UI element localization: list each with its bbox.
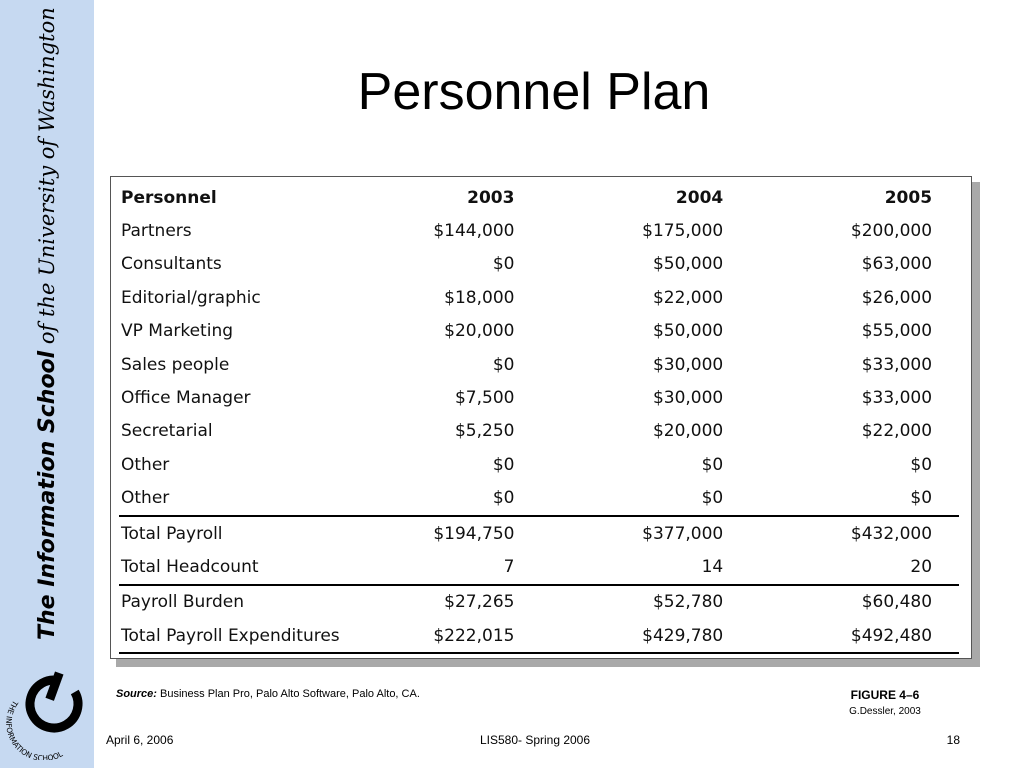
row-label: Total Payroll Expenditures <box>119 619 419 653</box>
source-note <box>116 688 420 700</box>
cell-2003: $0 <box>492 254 515 275</box>
cell-2005: $60,480 <box>725 585 934 619</box>
footer-date: April 6, 2006 <box>106 733 174 747</box>
row-label: Total Payroll <box>119 516 419 550</box>
table-row <box>119 516 959 550</box>
cell-2005: $432,000 <box>725 516 934 550</box>
footer-course: LIS580- Spring 2006 <box>479 733 591 747</box>
table-row <box>119 550 959 584</box>
cell-2004: $377,000 <box>516 516 725 550</box>
personnel-table <box>119 181 959 654</box>
row-label: VP Marketing <box>121 321 234 342</box>
table-row <box>119 248 959 281</box>
table-header-row <box>119 181 959 214</box>
header-2003: 2003 <box>467 187 515 208</box>
figure-credit: G.Dessler, 2003 <box>849 706 921 717</box>
cell-2005: $55,000 <box>861 321 933 342</box>
cell-2004: $30,000 <box>652 354 724 375</box>
row-label: Office Manager <box>121 388 251 409</box>
table-row <box>119 585 959 619</box>
table-row <box>119 415 959 448</box>
row-label: Total Headcount <box>121 556 259 577</box>
cell-2003: 7 <box>503 556 515 577</box>
school-title <box>25 7 69 640</box>
cell-2005: $0 <box>910 488 933 509</box>
table-row <box>119 214 959 247</box>
cell-2005: $26,000 <box>861 287 933 308</box>
cell-2004: $20,000 <box>652 421 724 442</box>
cell-2003: $194,750 <box>419 516 516 550</box>
header-personnel: Personnel <box>121 187 217 208</box>
cell-2003: $0 <box>492 454 515 475</box>
cell-2004: $30,000 <box>652 388 724 409</box>
cell-2003: $0 <box>492 488 515 509</box>
cell-2004: $50,000 <box>652 321 724 342</box>
ischool-logo <box>2 660 92 760</box>
table-row <box>119 315 959 348</box>
cell-2005: 20 <box>910 556 933 577</box>
row-label: Other <box>121 488 170 509</box>
cell-2004: $22,000 <box>652 287 724 308</box>
row-label: Partners <box>121 221 192 242</box>
table-row <box>119 448 959 481</box>
cell-2003: $7,500 <box>454 388 515 409</box>
row-label: Consultants <box>121 254 222 275</box>
cell-2004: $175,000 <box>642 221 724 242</box>
table-row <box>119 482 959 516</box>
table-row <box>119 619 959 653</box>
cell-2005: $0 <box>910 454 933 475</box>
logo-text: THE INFORMATION SCHOOL <box>4 698 65 760</box>
table-row <box>119 381 959 414</box>
cell-2003: $27,265 <box>419 585 516 619</box>
cell-2005: $492,480 <box>725 619 934 653</box>
cell-2003: $5,250 <box>454 421 515 442</box>
cell-2003: $0 <box>492 354 515 375</box>
cell-2003: $144,000 <box>433 221 515 242</box>
personnel-table-figure <box>110 176 972 659</box>
page-title: Personnel Plan <box>357 63 711 121</box>
cell-2004: $52,780 <box>516 585 725 619</box>
header-2004: 2004 <box>675 187 724 208</box>
cell-2003: $18,000 <box>444 287 515 308</box>
cell-2005: $200,000 <box>850 221 933 242</box>
source-label: Source: <box>116 688 157 700</box>
cell-2003: $222,015 <box>419 619 516 653</box>
cell-2005: $22,000 <box>861 421 933 442</box>
footer-page-number: 18 <box>946 733 960 747</box>
figure-label: FIGURE 4–6 <box>850 688 920 702</box>
cell-2004: $50,000 <box>652 254 724 275</box>
table-row <box>119 281 959 314</box>
row-label: Payroll Burden <box>119 585 419 619</box>
row-label: Editorial/graphic <box>121 287 261 308</box>
cell-2005: $33,000 <box>861 388 933 409</box>
school-title-rest: of the University of Washington <box>35 7 59 351</box>
cell-2004: 14 <box>701 556 724 577</box>
row-label: Sales people <box>121 354 230 375</box>
row-label: Other <box>121 454 170 475</box>
source-text: Business Plan Pro, Palo Alto Software, Palo Alto, CA. <box>156 688 420 700</box>
cell-2005: $33,000 <box>861 354 933 375</box>
cell-2003: $20,000 <box>444 321 515 342</box>
school-title-bold: The Information School <box>35 350 60 640</box>
header-2005: 2005 <box>884 187 933 208</box>
row-label: Secretarial <box>121 421 213 442</box>
cell-2005: $63,000 <box>861 254 933 275</box>
cell-2004: $0 <box>701 454 724 475</box>
sidebar <box>0 0 94 768</box>
cell-2004: $429,780 <box>516 619 725 653</box>
table-row <box>119 348 959 381</box>
cell-2004: $0 <box>701 488 724 509</box>
